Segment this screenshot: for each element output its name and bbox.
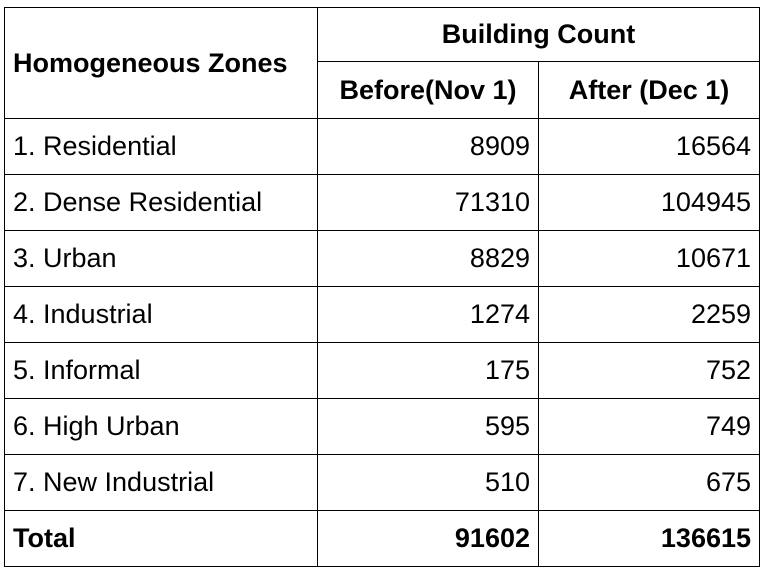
table-row	[5, 175, 760, 231]
zone-cell: 3. Urban	[5, 231, 318, 287]
table-row	[5, 399, 760, 455]
total-after-cell: 136615	[539, 511, 760, 567]
zone-cell: 1. Residential	[5, 119, 318, 175]
zone-cell: 5. Informal	[5, 343, 318, 399]
total-label: Total	[5, 511, 318, 567]
before-cell: 71310	[318, 175, 539, 231]
before-cell: 8909	[318, 119, 539, 175]
zone-cell: 2. Dense Residential	[5, 175, 318, 231]
table-row	[5, 343, 760, 399]
zone-cell: 6. High Urban	[5, 399, 318, 455]
after-column-header: After (Dec 1)	[539, 62, 760, 119]
before-column-header: Before(Nov 1)	[318, 62, 539, 119]
table-row	[5, 455, 760, 511]
building-count-group-header: Building Count	[318, 8, 760, 62]
zone-cell: 7. New Industrial	[5, 455, 318, 511]
after-cell: 2259	[539, 287, 760, 343]
before-cell: 8829	[318, 231, 539, 287]
total-row	[5, 511, 760, 567]
table-row	[5, 231, 760, 287]
zones-column-header: Homogeneous Zones	[5, 8, 318, 119]
before-cell: 1274	[318, 287, 539, 343]
total-before-cell: 91602	[318, 511, 539, 567]
building-count-table	[4, 7, 760, 567]
after-cell: 675	[539, 455, 760, 511]
after-cell: 104945	[539, 175, 760, 231]
before-cell: 510	[318, 455, 539, 511]
table-row	[5, 119, 760, 175]
zone-cell: 4. Industrial	[5, 287, 318, 343]
after-cell: 16564	[539, 119, 760, 175]
after-cell: 749	[539, 399, 760, 455]
table-row	[5, 287, 760, 343]
after-cell: 10671	[539, 231, 760, 287]
after-cell: 752	[539, 343, 760, 399]
header-row-group	[5, 8, 760, 62]
before-cell: 175	[318, 343, 539, 399]
before-cell: 595	[318, 399, 539, 455]
